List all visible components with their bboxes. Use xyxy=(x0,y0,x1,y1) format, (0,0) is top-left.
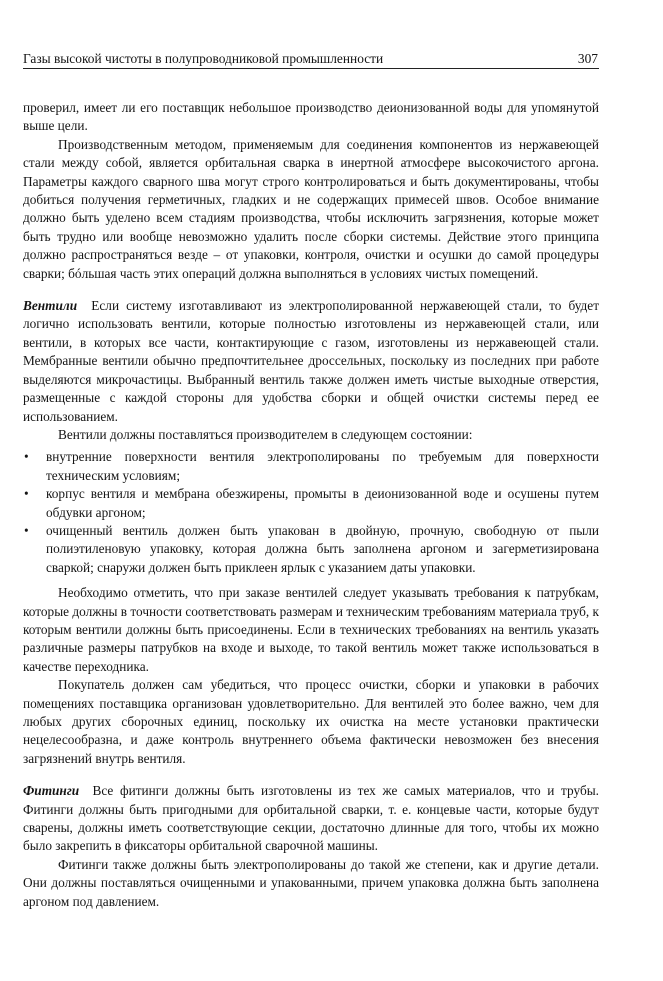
bullet-icon: • xyxy=(24,522,29,538)
paragraph-buyer: Покупатель должен сам убедиться, что процесс очистки, сборки и упаковки в рабочих помещениях поставщика организован удовлетворительно. Для вентилей это более важно, чем для любых других сборочных единиц, поскольку их очистка на месте установки практически нецелесообразна, и даже контроль внутреннего объема фактически невозможен без внесения загрязнений внутрь вентиля. xyxy=(23,677,599,766)
valves-requirements-list xyxy=(23,448,599,577)
running-title: Газы высокой чистоты в полупроводниковой промышленности xyxy=(23,51,384,66)
body-text xyxy=(23,99,599,911)
bullet-icon: • xyxy=(24,449,29,465)
list-item-text: корпус вентиля и мембрана обезжирены, промыты в деионизованной воде и осушены путем обдувки аргоном; xyxy=(46,486,599,520)
valves-text: Если систему изготавливают из электрополированной нержавеющей стали, то будет логично использовать вентили, которые полностью изготовлены из нержавеющей стали, или вентили, в которых все части, контактирующие с газом, изготовлены из нержавеющей стали. Мембранные вентили обычно предпочтительнее дроссельных, поскольку из последних при работе выделяются микрочастицы. Выбранный вентиль также должен иметь чистые выходные отверстия, размещенные с каждой стороны для удобства сборки и общей очистки системы перед ее использованием. xyxy=(23,298,600,424)
paragraph-orbital-welding: Производственным методом, применяемым для соединения компонентов из нержавеющей стали между собой, является орбитальная сварка в инертной атмосфере высокочистого аргона. Параметры каждого сварного шва могут строго контролироваться и быть документированы, чтобы добиться получения герметичных, гладких и не содержащих примесей швов. Особое внимание должно быть уделено всем стадиям производства, чтобы исключить загрязнения, которые может быть трудно или вообще невозможно удалить после сборки системы. Действие этого принципа должно распространяться везде – от упаковки, контроля, очистки и осушки до самой процедуры сварки; бóльшая часть этих операций должна выполняться в условиях чистых помещений. xyxy=(23,136,599,281)
bullet-icon: • xyxy=(24,486,29,502)
list-item xyxy=(23,522,599,577)
list-item-text: внутренние поверхности вентиля электрополированы по требуемым для поверхности техническим условиям; xyxy=(46,449,599,483)
paragraph-continuation: проверил, имеет ли его поставщик небольшое производство деионизованной воды для упомянутой выше цели. xyxy=(23,100,599,134)
paragraph-nozzles: Необходимо отметить, что при заказе вентилей следует указывать требования к патрубкам, которые должны в точности соответствовать размерам и техническим требованиям материала труб, к которым вентили должны быть присоединены. Если в технических требованиях на вентиль указать различные размеры патрубков на входе и выходе, то такой вентиль может также использоваться в качестве переходника. xyxy=(23,585,599,674)
section-fittings xyxy=(23,782,599,856)
running-header xyxy=(23,51,598,67)
list-item xyxy=(23,485,599,522)
list-item-text: очищенный вентиль должен быть упакован в двойную, прочную, свободную от пыли полиэтиленовую упаковку, которая должна быть заполнена аргоном и загерметизирована сваркой; снаружи должен быть приклеен ярлык с указанием даты упаковки. xyxy=(46,522,599,575)
fittings-text: Все фитинги должны быть изготовлены из тех же самых материалов, что и трубы. Фитинги должны быть пригодными для орбитальной сварки, т. е. концевые части, которые будут сварены, должны иметь соответствующие секции, достаточно длинные для того, чтобы их можно было закрепить в фиксаторы орбитальной сварочной машины. xyxy=(23,783,599,854)
valves-heading: Вентили xyxy=(23,298,78,314)
section-valves xyxy=(23,297,599,426)
fittings-heading: Фитинги xyxy=(23,783,80,799)
page-number: 307 xyxy=(577,51,598,66)
paragraph-fittings-polish: Фитинги также должны быть электрополированы до такой же степени, как и другие детали. Они должны поставляться очищенными и упакованными, причем упаковка должна быть заполнена аргоном под давлением. xyxy=(23,856,599,909)
valves-intro: Вентили должны поставляться производителем в следующем состоянии: xyxy=(58,426,473,442)
header-rule xyxy=(23,68,599,69)
list-item xyxy=(23,448,599,485)
